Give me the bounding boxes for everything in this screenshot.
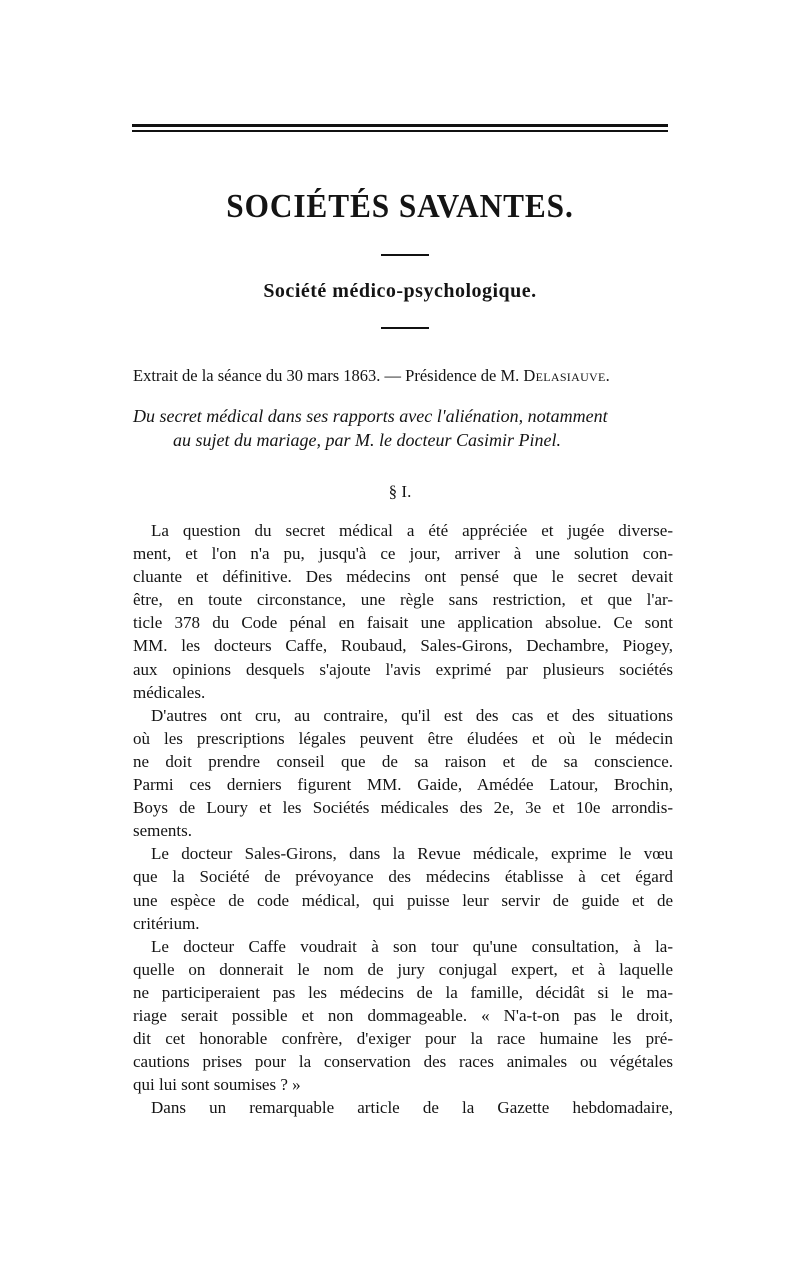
top-rule [132, 124, 668, 127]
body-line: médicales. [133, 682, 206, 702]
body-line: Boys de Loury et les Sociétés médicales des 2e, 3e et 10e arrondis- [133, 798, 673, 818]
article-subtitle [133, 404, 673, 452]
body-line: qui lui sont soumises ? » [133, 1075, 301, 1095]
body-line: être, en toute circonstance, une règle sans restriction, et que l'ar- [133, 590, 673, 610]
subtitle-line-1: Du secret médical dans ses rapports avec l'aliénation, notamment [133, 406, 608, 426]
body-line: dit cet honorable confrère, d'exiger pour la race humaine les pré- [133, 1029, 673, 1049]
body-text [133, 519, 673, 1119]
body-line: quelle on donnerait le nom de jury conjugal expert, et à laquelle [133, 959, 673, 979]
section-number: § I. [388, 482, 412, 501]
page-title: SOCIÉTÉS SAVANTES. [226, 188, 574, 225]
meeting-president: Delasiauve. [523, 366, 611, 385]
body-line: sements. [133, 821, 193, 841]
body-line: ne doit prendre conseil que de sa raison et de sa conscience. [133, 751, 673, 771]
body-line: Le docteur Caffe voudrait à son tour qu'une consultation, à la- [151, 936, 673, 956]
subtitle-line-2: au sujet du mariage, par M. le docteur Casimir Pinel. [173, 430, 561, 450]
top-rule-thin [132, 130, 668, 132]
meeting-prefix: Extrait de la séance du 30 mars 1863. — Présidence de M. [133, 366, 520, 385]
body-line: aux opinions desquels s'ajoute l'avis exprimé par plusieurs sociétés [133, 659, 673, 679]
body-line: que la Société de prévoyance des médecins établisse à cet égard [133, 867, 673, 887]
body-line: ticle 378 du Code pénal en faisait une application absolue. Ce sont [133, 613, 673, 633]
body-line: critérium. [133, 913, 200, 933]
body-line: La question du secret médical a été appréciée et jugée diverse- [151, 521, 673, 540]
body-line: ne participeraient pas les médecins de la famille, décidât si le ma- [133, 982, 673, 1002]
body-line: Dans un remarquable article de la Gazette hebdomadaire, [151, 1098, 673, 1118]
body-line: Le docteur Sales-Girons, dans la Revue médicale, exprime le vœu [151, 844, 673, 864]
body-line: D'autres ont cru, au contraire, qu'il est des cas et des situations [151, 705, 673, 725]
society-heading: Société médico-psychologique. [263, 280, 537, 302]
meeting-line [133, 366, 673, 386]
body-line: cluante et définitive. Des médecins ont pensé que le secret devait [133, 567, 673, 587]
body-line: cautions prises pour la conservation des races animales ou végétales [133, 1052, 673, 1072]
body-line: MM. les docteurs Caffe, Roubaud, Sales-Girons, Dechambre, Piogey, [133, 636, 673, 656]
title-divider [381, 254, 429, 256]
society-divider [381, 327, 429, 329]
body-line: Parmi ces derniers figurent MM. Gaide, Amédée Latour, Brochin, [133, 775, 673, 795]
body-line: où les prescriptions légales peuvent être éludées et où le médecin [133, 728, 673, 748]
body-line: riage serait possible et non dommageable. « N'a-t-on pas le droit, [133, 1005, 673, 1025]
body-line: une espèce de code médical, qui puisse leur servir de guide et de [133, 890, 673, 910]
body-line: ment, et l'on n'a pu, jusqu'à ce jour, arriver à une solution con- [133, 544, 673, 564]
